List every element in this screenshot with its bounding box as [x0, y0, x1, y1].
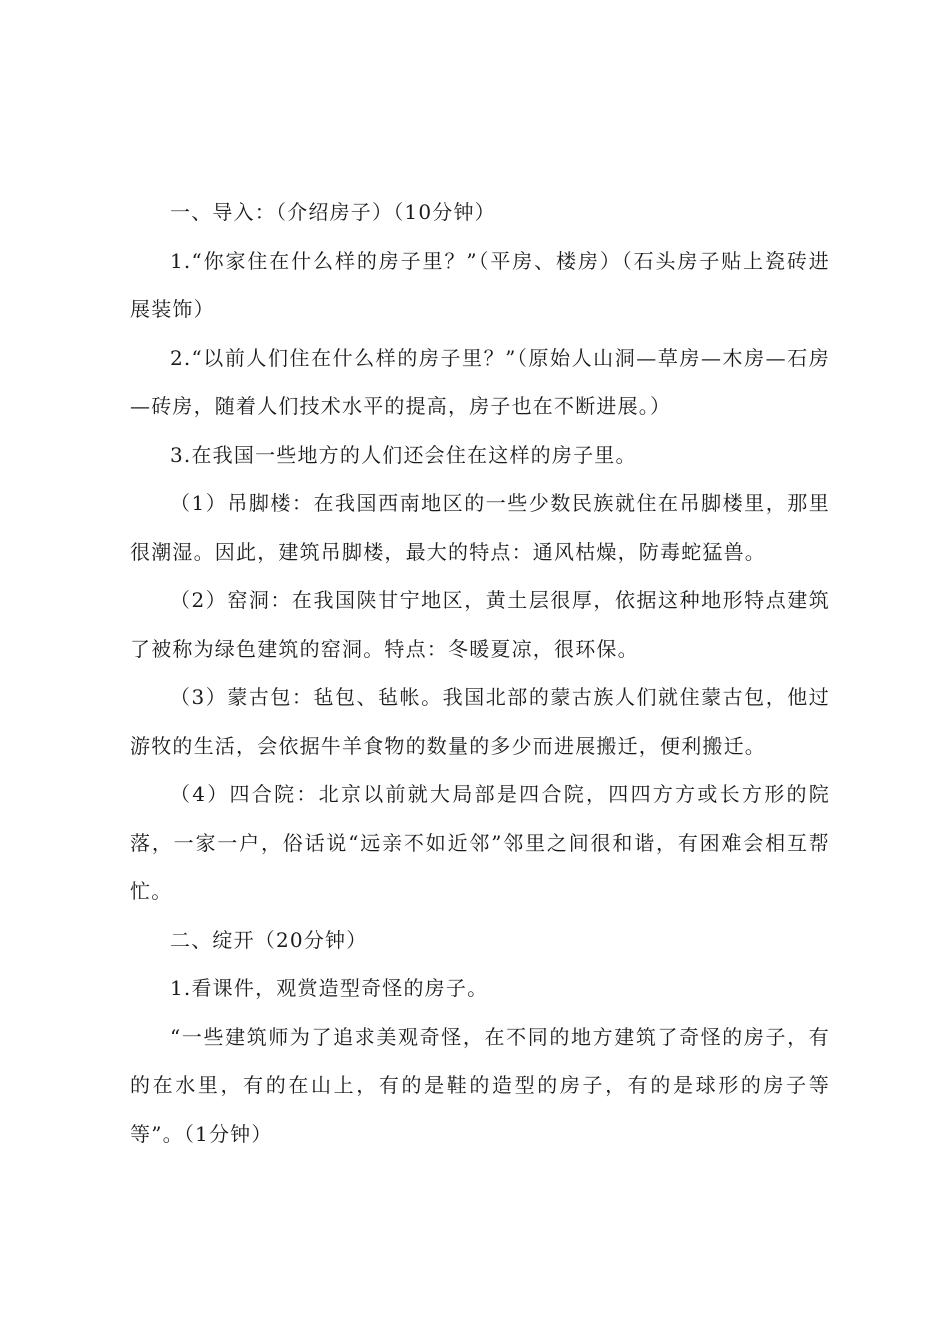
body-paragraph: 3.在我国一些地方的人们还会住在这样的房子里。 — [170, 442, 637, 467]
list-item-paragraph: （1）吊脚楼：在我国西南地区的一些少数民族就住在吊脚楼里，那里很潮湿。因此，建筑吊脚楼，最大的特点：通风枯燥，防毒蛇猛兽。 — [130, 491, 830, 564]
list-item-paragraph: （2）窑洞：在我国陕甘宁地区，黄土层很厚，依据这种地形特点建筑了被称为绿色建筑的窑洞。特点：冬暖夏凉，很环保。 — [130, 588, 830, 661]
question-paragraph: 2.“以前人们住在什么样的房子里？”（原始人山洞—草房—木房—石房—砖房，随着人们技术水平的提高，房子也在不断进展。） — [130, 345, 830, 418]
list-item-paragraph: （3）蒙古包：毡包、毡帐。我国北部的蒙古族人们就住蒙古包，他过游牧的生活，会依据牛羊食物的数量的多少而进展搬迁，便利搬迁。 — [130, 685, 830, 758]
document-body — [130, 188, 830, 1158]
body-paragraph: 1.看课件，观赏造型奇怪的房子。 — [170, 976, 489, 1000]
question-paragraph: 1.“你家住在什么样的房子里？”（平房、楼房）（石头房子贴上瓷砖进展装饰） — [130, 248, 830, 321]
section-heading-expand: 二、绽开（20分钟） — [170, 927, 368, 952]
list-item-paragraph: （4）四合院：北京以前就大局部是四合院，四四方方或长方形的院落，一家一户，俗话说“远亲不如近邻”邻里之间很和谐，有困难会相互帮忙。 — [130, 782, 830, 903]
quote-paragraph: “一些建筑师为了追求美观奇怪，在不同的地方建筑了奇怪的房子，有的在水里，有的在山上，有的是鞋的造型的房子，有的是球形的房子等等”。（1分钟） — [130, 1024, 830, 1146]
section-heading-intro: 一、导入：（介绍房子）（10分钟） — [170, 200, 496, 224]
